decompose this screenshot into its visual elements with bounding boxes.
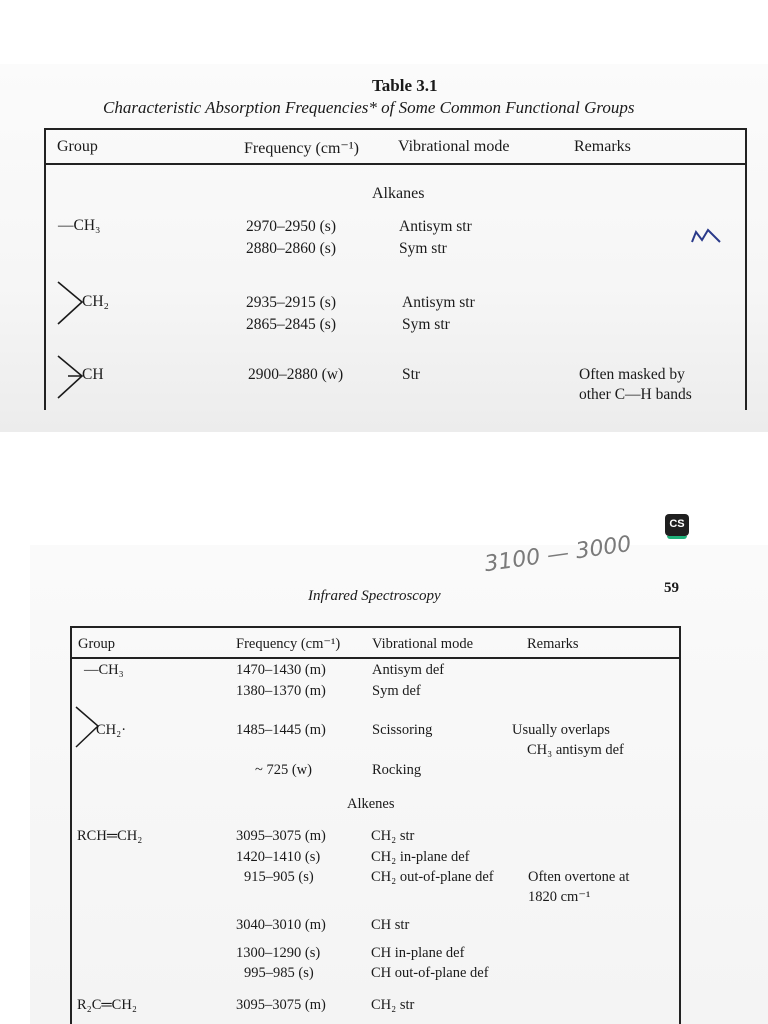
pen-mark-icon [690,226,724,248]
t2-row2-mode2: Rocking [372,762,422,778]
t1-row2-freq2: 2865–2845 (s) [246,316,336,333]
t2-row3-mode1: CH₂ str [371,828,415,844]
t2-row2-freq1: 1485–1445 (m) [236,722,326,738]
t2-header-mode: Vibrational mode [372,636,474,652]
t2-header-frequency: Frequency (cm⁻¹) [236,636,341,652]
t1-row2-freq1: 2935–2915 (s) [246,294,336,311]
t2-row1-freq1: 1470–1430 (m) [236,662,326,678]
t1-section-alkanes: Alkanes [372,185,425,202]
t2-row4-freq3: 995–985 (s) [244,965,314,981]
t2-row4-mode3: CH out-of-plane def [371,965,489,981]
t2-row1-group: —CH₃ [84,662,124,678]
t2-row5-group: R₂C═CH₂ [77,997,137,1013]
table2-right-rule [679,626,681,1024]
t2-row3-remark1: Often overtone at [528,869,630,885]
t2-row4-freq1: 3040–3010 (m) [236,917,326,933]
table1-right-rule [745,128,747,410]
t1-row2-group: CH₂ [82,293,109,310]
t2-row4-mode2: CH in-plane def [371,945,465,961]
t2-row3-freq2: 1420–1410 (s) [236,849,321,865]
t2-header-remarks: Remarks [527,636,579,652]
table2-header-rule [70,657,680,659]
t2-row3-group: RCH═CH₂ [77,828,143,844]
t1-row3-freq1: 2900–2880 (w) [248,366,344,383]
t1-header-mode: Vibrational mode [398,138,510,155]
table1-top-rule [44,128,746,130]
t1-row1-group: —CH₃ [58,217,101,234]
t1-row3-remark1: Often masked by [579,366,685,383]
table1-header-rule [44,163,746,165]
table-caption: Characteristic Absorption Frequencies* of Some Common Functional Groups [103,98,635,117]
t1-row3-remark2: other C—H bands [579,386,692,403]
t2-row2-remark1: Usually overlaps [512,722,610,738]
table1-left-rule [44,128,46,410]
t2-row3-mode2: CH₂ in-plane def [371,849,470,865]
camscanner-label: CS [669,518,685,530]
camscanner-logo-icon [665,514,689,536]
t1-row1-mode2: Sym str [399,240,447,257]
t2-row5-mode1: CH₂ str [371,997,415,1013]
page-number: 59 [664,580,679,596]
t2-row4-freq2: 1300–1290 (s) [236,945,321,961]
t2-row2-group: CH₂· [96,722,127,738]
t1-row3-mode1: Str [402,366,421,383]
t2-header-group: Group [78,636,116,652]
t1-row3-group: CH [82,366,104,383]
t1-header-group: Group [57,138,98,155]
t2-row1-freq2: 1380–1370 (m) [236,683,326,699]
table-title: Table 3.1 [372,76,438,95]
running-title: Infrared Spectroscopy [308,588,441,604]
table2-left-rule [70,626,72,1024]
t1-row2-mode1: Antisym str [402,294,475,311]
table2-top-rule [70,626,680,628]
t2-row5-freq1: 3095–3075 (m) [236,997,326,1013]
t1-header-frequency: Frequency (cm⁻¹) [244,140,359,157]
t1-row1-mode1: Antisym str [399,218,472,235]
t1-row1-freq2: 2880–2860 (s) [246,240,336,257]
t2-row2-mode1: Scissoring [372,722,433,738]
t2-row4-mode1: CH str [371,917,410,933]
t2-row1-mode1: Antisym def [372,662,445,678]
t2-row2-remark2: CH₃ antisym def [527,742,624,758]
t1-header-remarks: Remarks [574,138,631,155]
t2-row2-freq2: ~ 725 (w) [255,762,312,778]
t1-row2-mode2: Sym str [402,316,450,333]
t2-row3-mode3: CH₂ out-of-plane def [371,869,494,885]
t2-row1-mode2: Sym def [372,683,421,699]
handwritten-note: 3100 — 3000 [482,531,633,578]
t1-row1-freq1: 2970–2950 (s) [246,218,336,235]
t2-row3-freq1: 3095–3075 (m) [236,828,326,844]
t2-row3-freq3: 915–905 (s) [244,869,314,885]
t2-section-alkenes: Alkenes [347,796,395,812]
t2-row3-remark2: 1820 cm⁻¹ [528,889,591,905]
